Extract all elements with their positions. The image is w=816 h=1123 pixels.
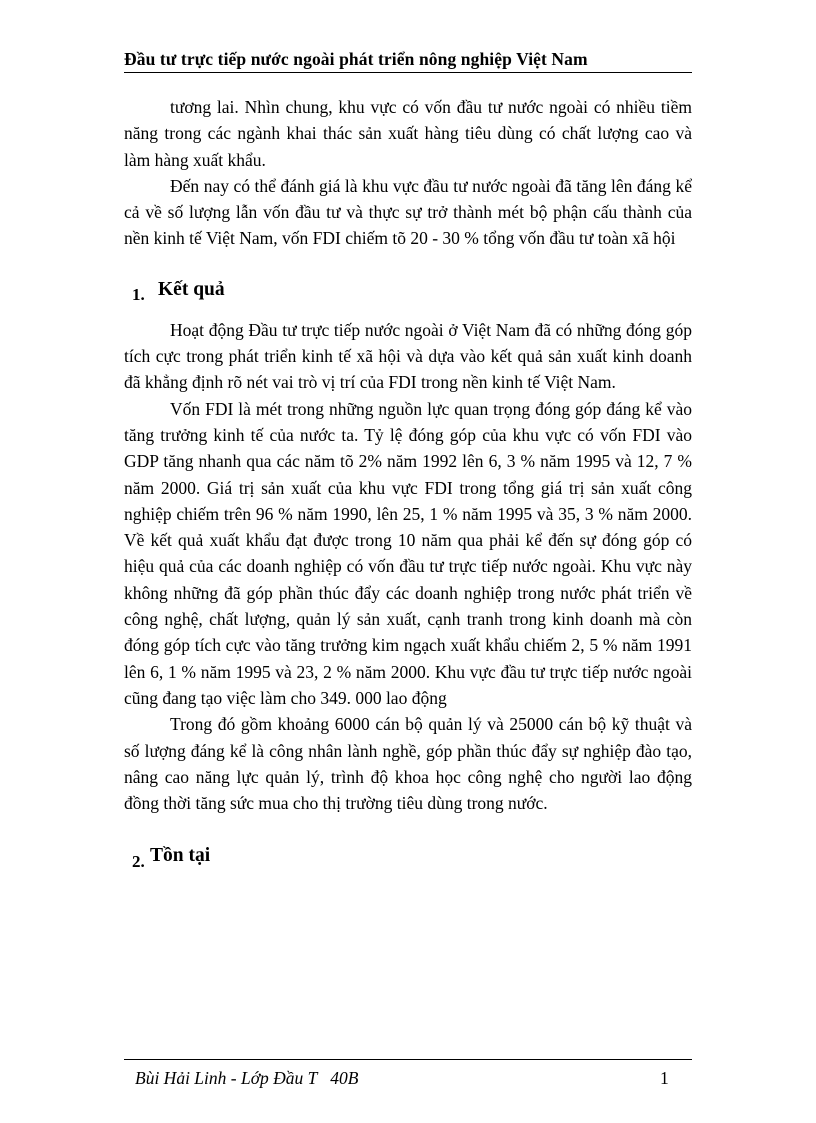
section-number: 1. — [132, 284, 145, 304]
page-number: 1 — [660, 1068, 669, 1088]
paragraph: Hoạt động Đầu tư trực tiếp nước ngoài ở Việt Nam đã có những đóng góp tích cực trong phát triển kinh tế xã hội và dựa vào kết quả sản xuất kinh doanh đã khẳng định rõ nét vai trò vị trí của FDI trong nền kinh tế Việt Nam. — [124, 319, 692, 393]
paragraph: Vốn FDI là mét trong những nguồn lực quan trọng đóng góp đáng kể vào tăng trưởng kinh tế của nước ta. Tỷ lệ đóng góp của khu vực có vốn FDI vào GDP tăng nhanh qua các năm tõ 2% năm 1992 lên 6, 3 % năm 1995 và 12, 7 % năm 2000. Giá trị sản xuất của khu vực FDI trong tổng giá trị sản xuất công nghiệp chiếm trên 96 % năm 1990, lên 25, 1 % năm 1995 và 35, 3 % năm 2000. Về kết quả xuất khẩu đạt được trong 10 năm qua phải kể đến sự đóng góp có hiệu quả của các doanh nghiệp có vốn đầu tư trực tiếp nước ngoài. Khu vực này không những đã góp phần thúc đẩy các doanh nghiệp trong nước phát triển về công nghệ, chất lượng, quản lý sản xuất, cạnh tranh trong kinh doanh mà còn đóng góp tích cực vào tăng trưởng kim ngạch xuất khẩu chiếm 2, 5 % năm 1991 lên 6, 1 % năm 1995 và 23, 2 % năm 2000. Khu vực đầu tư trực tiếp nước ngoài cũng đang tạo việc làm cho 349. 000 lao động — [124, 398, 692, 708]
document-body — [124, 94, 692, 872]
section-heading-ket-qua — [124, 278, 692, 304]
section-title: Tồn tại — [150, 845, 211, 867]
running-header-title: Đầu tư trực tiếp nước ngoài phát triển nông nghiệp Việt Nam — [124, 49, 588, 69]
header-divider — [124, 72, 692, 73]
paragraph: tương lai. Nhìn chung, khu vực có vốn đầu tư nước ngoài có nhiều tiềm năng trong các ngành khai thác sản xuất hàng tiêu dùng có chất lượng cao và làm hàng xuất khẩu. — [124, 97, 692, 170]
paragraph: Đến nay có thể đánh giá là khu vực đầu tư nước ngoài đã tăng lên đáng kể cả về số lượng lẫn vốn đầu tư và thực sự trở thành mét bộ phận cấu thành của nền kinh tế Việt Nam, vốn FDI chiếm tõ 20 - 30 % tổng vốn đầu tư toàn xã hội — [124, 175, 692, 249]
paragraph: Trong đó gồm khoảng 6000 cán bộ quản lý và 25000 cán bộ kỹ thuật và số lượng đáng kể là công nhân lành nghề, góp phần thúc đẩy sự nghiệp đào tạo, nâng cao năng lực quản lý, trình độ khoa học công nghệ cho người lao động đồng thời tăng sức mua cho thị trường tiêu dùng trong nước. — [124, 714, 692, 814]
section-number: 2. — [132, 852, 145, 872]
footer-author: Bùi Hải Linh - Lớp Đầu T 40B — [135, 1068, 359, 1088]
section-heading-ton-tai — [124, 845, 692, 872]
footer-divider — [124, 1059, 692, 1060]
section-title: Kết quả — [158, 278, 225, 300]
